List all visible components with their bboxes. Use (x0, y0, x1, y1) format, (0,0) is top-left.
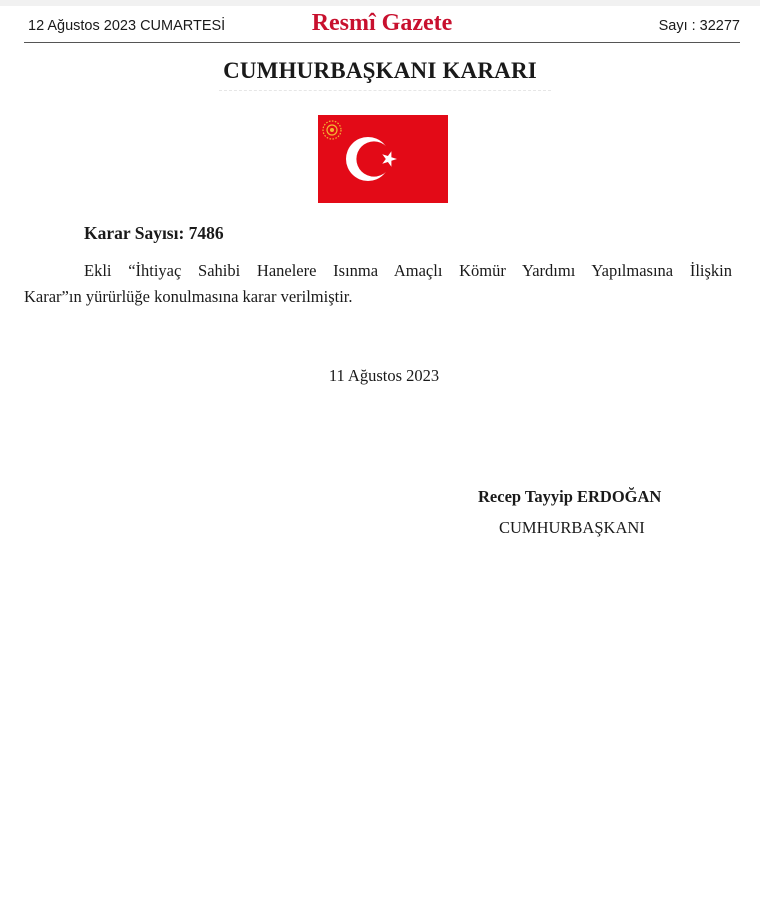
decision-body (24, 258, 732, 310)
decision-body-line-2: Karar”ın yürürlüğe konulmasına karar verilmiştir. (24, 287, 353, 306)
signer-title: CUMHURBAŞKANI (499, 518, 645, 537)
signing-date: 11 Ağustos 2023 (328, 366, 440, 385)
issue-number: Sayı : 32277 (658, 18, 740, 34)
turkish-flag-icon (318, 115, 448, 203)
document-type-heading: CUMHURBAŞKANI KARARI (223, 58, 537, 83)
decision-number: Karar Sayısı: 7486 (84, 223, 224, 243)
header-divider (24, 42, 740, 43)
gazette-header (24, 10, 740, 42)
publication-date: 12 Ağustos 2023 CUMARTESİ (28, 18, 226, 34)
heading-underline (219, 90, 551, 91)
decision-body-line-1: Ekli “İhtiyaç Sahibi Hanelere Isınma Amaçlı Kömür Yardımı Yapılmasına İlişkin (84, 261, 732, 280)
signer-name: Recep Tayyip ERDOĞAN (478, 487, 662, 506)
page-top-edge (0, 0, 760, 6)
gazette-title: Resmî Gazete (311, 10, 453, 36)
